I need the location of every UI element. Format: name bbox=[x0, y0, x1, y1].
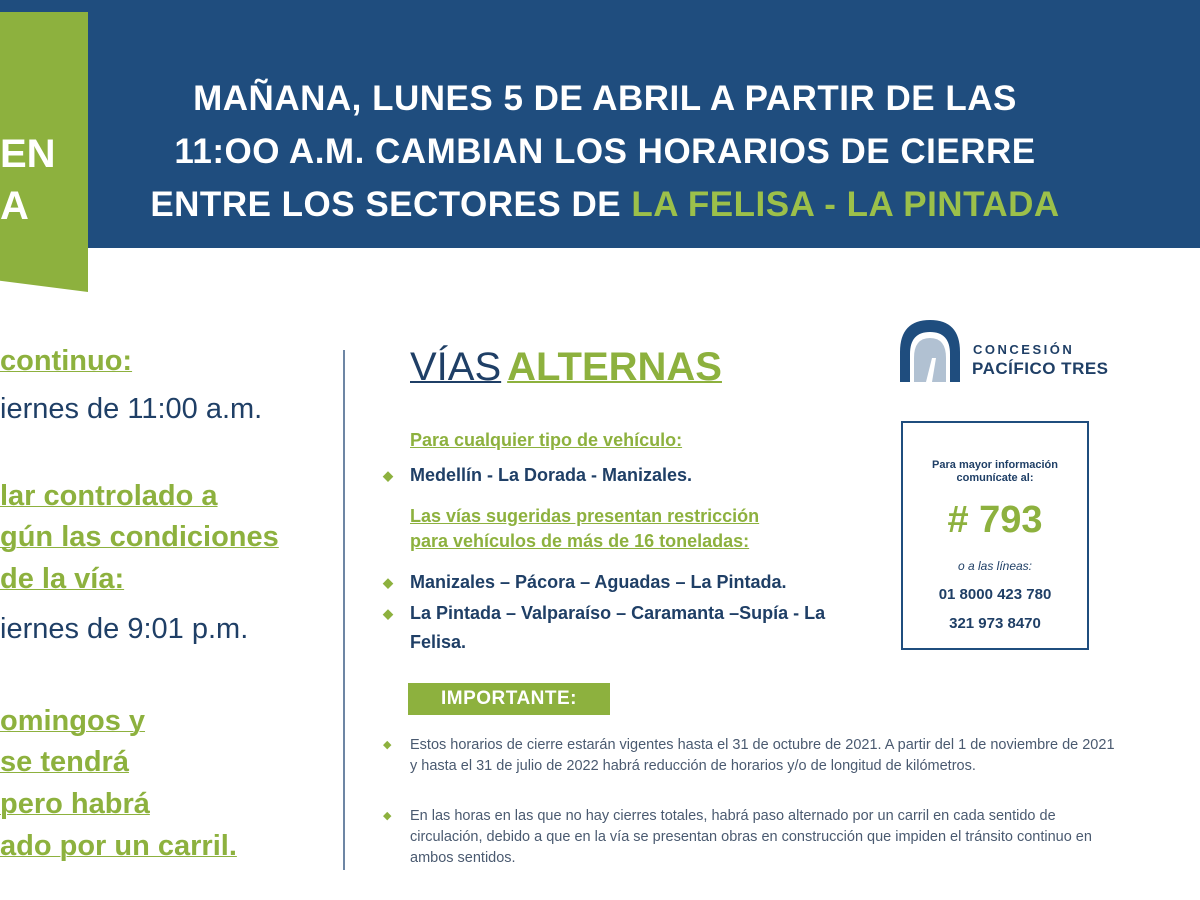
note-text: En las horas en las que no hay cierres totales, habrá paso alternado por un carril en cada sentido de circulación, debido a que en la vía se presentan obras en construcción que impiden el tránsito continuo en ambos sentidos. bbox=[410, 808, 1092, 866]
diamond-bullet-icon: ◆ bbox=[383, 468, 393, 483]
corner-tab-line: A bbox=[0, 184, 29, 228]
diamond-bullet-icon: ◆ bbox=[383, 575, 393, 590]
logo-line-2: PACÍFICO TRES bbox=[972, 359, 1109, 378]
diamond-bullet-icon: ◆ bbox=[383, 739, 392, 751]
schedule-line: iernes de 9:01 p.m. bbox=[0, 613, 249, 645]
short-number: # 793 bbox=[947, 499, 1043, 541]
headline-line: MAÑANA, LUNES 5 DE ABRIL A PARTIR DE LAS bbox=[193, 79, 1017, 118]
important-note bbox=[383, 806, 1123, 869]
headline-line bbox=[120, 178, 1090, 231]
logo-line-1: CONCESIÓN bbox=[973, 342, 1075, 357]
schedule-line: pero habrá bbox=[0, 788, 150, 820]
restriction-line: Las vías sugeridas presentan restricción bbox=[410, 506, 760, 526]
schedule-line: lar controlado a bbox=[0, 480, 218, 512]
or-lines-text: o a las líneas: bbox=[957, 559, 1033, 573]
schedule-line: iernes de 11:00 a.m. bbox=[0, 393, 263, 425]
corner-tab-text bbox=[0, 128, 56, 232]
schedule-line: omingos y bbox=[0, 705, 146, 737]
headline-highlight: LA FELISA - LA PINTADA bbox=[631, 185, 1060, 224]
schedule-line: se tendrá bbox=[0, 746, 129, 778]
schedule-line: ado por un carril. bbox=[0, 830, 237, 862]
headline-prefix: ENTRE LOS SECTORES DE bbox=[150, 185, 622, 224]
title-part-1: VÍAS bbox=[410, 345, 502, 389]
title-part-2: ALTERNAS bbox=[507, 345, 722, 389]
contact-intro-line: comunícate al: bbox=[956, 472, 1034, 484]
contact-intro bbox=[903, 459, 1087, 485]
restriction-label bbox=[410, 504, 759, 554]
route-item bbox=[383, 461, 860, 491]
headline bbox=[120, 72, 1090, 231]
diamond-bullet-icon: ◆ bbox=[383, 606, 393, 621]
any-vehicle-label: Para cualquier tipo de vehículo: bbox=[410, 430, 683, 450]
schedule-line: gún las condiciones bbox=[0, 521, 279, 553]
route-item bbox=[383, 599, 860, 657]
diamond-bullet-icon: ◆ bbox=[383, 810, 392, 822]
restriction-line: para vehículos de más de 16 toneladas: bbox=[410, 531, 750, 551]
route-text: Medellín - La Dorada - Manizales. bbox=[410, 465, 693, 485]
phone-number: 321 973 8470 bbox=[949, 615, 1041, 632]
important-label: IMPORTANTE: bbox=[408, 683, 610, 715]
route-text: Manizales – Pácora – Aguadas – La Pintada. bbox=[410, 572, 787, 592]
phone-number: 01 8000 423 780 bbox=[938, 586, 1052, 603]
column-divider bbox=[343, 350, 345, 870]
note-text: Estos horarios de cierre estarán vigentes hasta el 31 de octubre de 2021. A partir del 1 de noviembre de 2021 y hasta el 31 de julio de 2022 habrá reducción de horarios y/o de longitud de kilómetros. bbox=[410, 737, 1115, 774]
contact-box bbox=[901, 421, 1089, 650]
corner-tab-line: EN bbox=[0, 132, 56, 176]
alternate-routes-title bbox=[410, 345, 722, 390]
route-item bbox=[383, 568, 860, 598]
schedule-line: de la vía: bbox=[0, 563, 125, 595]
contact-intro-line: Para mayor información bbox=[932, 459, 1058, 471]
route-text: La Pintada – Valparaíso – Caramanta –Supía - La Felisa. bbox=[410, 603, 826, 652]
important-note bbox=[383, 735, 1123, 777]
headline-line: 11:OO A.M. CAMBIAN LOS HORARIOS DE CIERRE bbox=[174, 132, 1036, 171]
schedule-line: continuo: bbox=[0, 345, 133, 377]
